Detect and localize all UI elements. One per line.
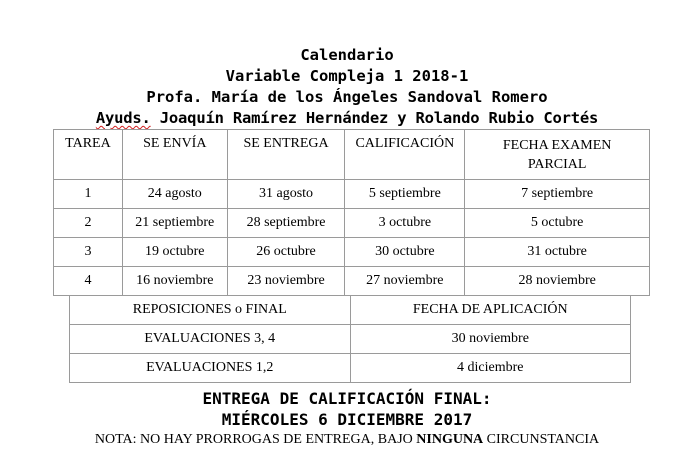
cell-tarea: 3	[54, 238, 123, 267]
cell-fecha-examen: 5 octubre	[465, 209, 650, 238]
cell-calificacion: 3 octubre	[345, 209, 465, 238]
note-line	[0, 432, 694, 448]
cell-fecha: 30 noviembre	[350, 325, 630, 354]
cell-se-entrega: 31 agosto	[227, 180, 345, 209]
reposiciones-table	[69, 295, 631, 383]
course-name: Variable Compleja 1 2018-1	[225, 67, 469, 85]
assistants-prefix: Ayuds.	[95, 109, 151, 127]
cell-calificacion: 30 octubre	[345, 238, 465, 267]
table-row	[54, 267, 650, 296]
final-grade-line1: ENTREGA DE CALIFICACIÓN FINAL:	[202, 389, 492, 408]
note-before: NOTA: NO HAY PRORROGAS DE ENTREGA, BAJO	[94, 432, 417, 447]
final-grade-date: MIÉRCOLES 6 DICIEMBRE 2017	[221, 410, 473, 429]
header-fecha-examen-label: FECHA EXAMEN PARCIAL	[502, 138, 612, 172]
table-row	[70, 354, 631, 383]
header-reposiciones: REPOSICIONES o FINAL	[70, 296, 351, 325]
cell-se-envia: 24 agosto	[122, 180, 227, 209]
cell-evaluaciones: EVALUACIONES 3, 4	[70, 325, 351, 354]
cell-fecha-examen: 7 septiembre	[465, 180, 650, 209]
cell-fecha: 4 diciembre	[350, 354, 630, 383]
schedule-table	[53, 129, 650, 296]
final-grade-notice	[0, 388, 694, 430]
cell-se-entrega: 23 noviembre	[227, 267, 345, 296]
cell-se-envia: 16 noviembre	[122, 267, 227, 296]
cell-evaluaciones: EVALUACIONES 1,2	[70, 354, 351, 383]
cell-tarea: 1	[54, 180, 123, 209]
cell-calificacion: 5 septiembre	[345, 180, 465, 209]
schedule-header-row	[54, 130, 650, 180]
cell-calificacion: 27 noviembre	[345, 267, 465, 296]
table-row	[54, 209, 650, 238]
header-fecha-examen	[465, 130, 650, 180]
cell-tarea: 2	[54, 209, 123, 238]
assistants-names: Joaquín Ramírez Hernández y Rolando Rubio Cortés	[150, 109, 599, 127]
header-fecha-aplicacion: FECHA DE APLICACIÓN	[350, 296, 630, 325]
document-header	[0, 45, 694, 129]
cell-fecha-examen: 28 noviembre	[465, 267, 650, 296]
table-row	[54, 180, 650, 209]
cell-se-envia: 21 septiembre	[122, 209, 227, 238]
cell-se-entrega: 26 octubre	[227, 238, 345, 267]
header-calificacion: CALIFICACIÓN	[345, 130, 465, 180]
cell-fecha-examen: 31 octubre	[465, 238, 650, 267]
table-row	[70, 325, 631, 354]
cell-se-entrega: 28 septiembre	[227, 209, 345, 238]
header-tarea: TAREA	[54, 130, 123, 180]
note-bold: NINGUNA	[416, 432, 484, 447]
table-row	[54, 238, 650, 267]
assistants-line	[0, 108, 694, 129]
title: Calendario	[300, 46, 394, 64]
cell-se-envia: 19 octubre	[122, 238, 227, 267]
header-se-envia: SE ENVÍA	[122, 130, 227, 180]
reposiciones-header-row	[70, 296, 631, 325]
header-se-entrega: SE ENTREGA	[227, 130, 345, 180]
professor-name: Profa. María de los Ángeles Sandoval Romero	[146, 88, 548, 106]
note-after: CIRCUNSTANCIA	[483, 432, 600, 447]
cell-tarea: 4	[54, 267, 123, 296]
